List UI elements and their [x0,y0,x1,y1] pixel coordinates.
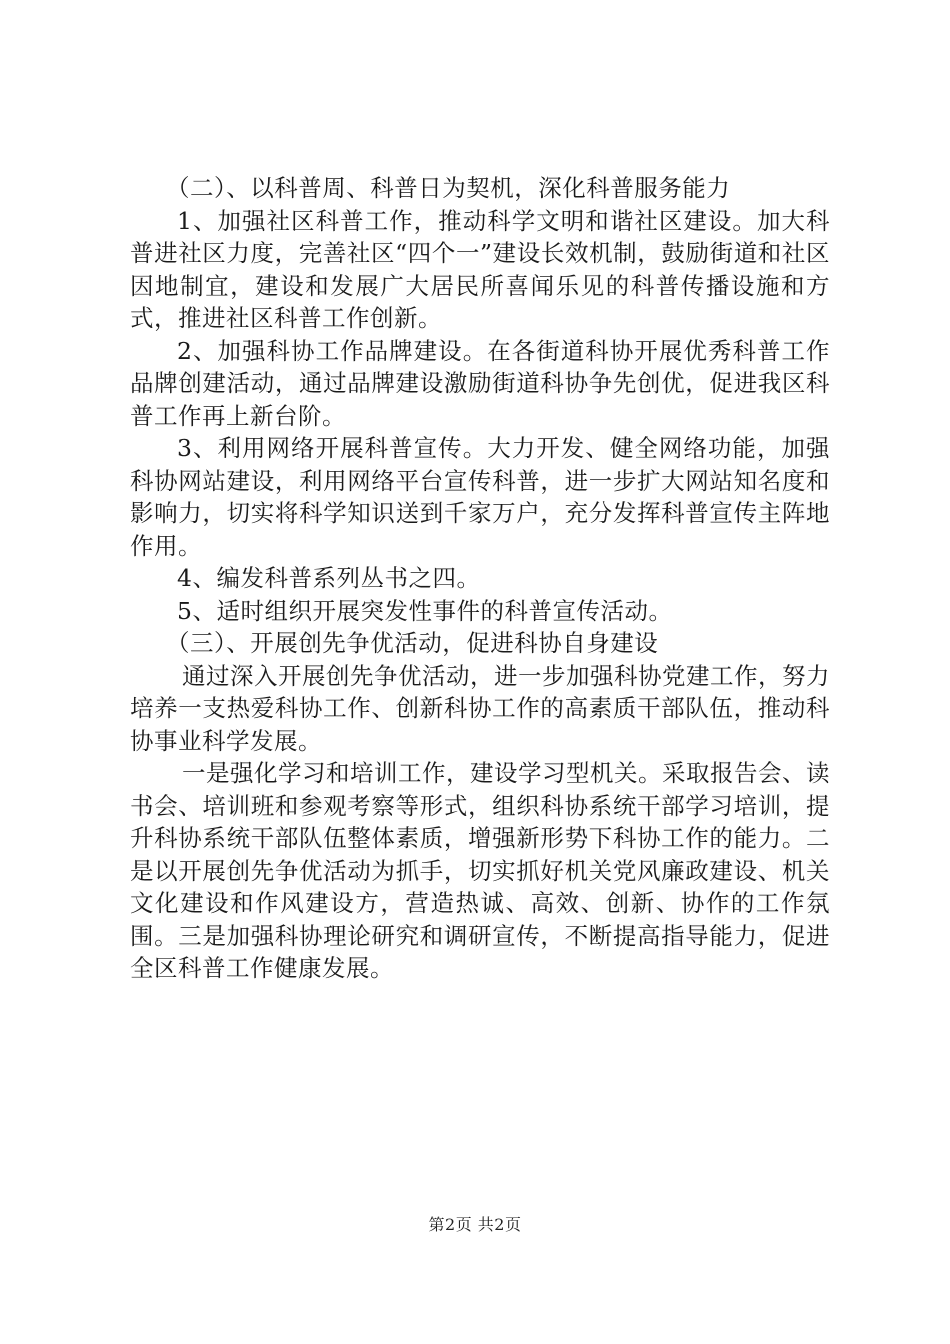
list-item-5: 5、适时组织开展突发性事件的科普宣传活动。 [177,596,673,625]
section-heading-2: （二）、以科普周、科普日为契机，深化科普服务能力 [166,174,731,202]
list-item-2: 2、加强科协工作品牌建设。在各街道科协开展优秀科普工作品牌创建活动，通过品牌建设激励街道科协争先创优，促进我区科普工作再上新台阶。 [130,336,830,430]
list-item-1: 1、加强社区科普工作，推动科学文明和谐社区建设。加大科普进社区力度，完善社区“四个一”建设长效机制，鼓励街道和社区因地制宜，建设和发展广大居民所喜闻乐见的科普传播设施和方式，推进社区科普工作创新。 [130,206,830,332]
list-item-4: 4、编发科普系列丛书之四。 [177,564,481,592]
document-body [130,172,830,985]
list-item-3: 3、利用网络开展科普宣传。大力开发、健全网络功能，加强科协网站建设，利用网络平台宣传科普，进一步扩大网站知名度和影响力，切实将科学知识送到千家万户，充分发挥科普宣传主阵地作用。 [130,434,830,560]
page-number-footer: 第2页 共2页 [428,1215,522,1234]
body-paragraph-1: 通过深入开展创先争优活动，进一步加强科协党建工作，努力培养一支热爱科协工作、创新科协工作的高素质干部队伍，推动科协事业科学发展。 [130,661,830,755]
section-heading-3: （三）、开展创先争优活动，促进科协自身建设 [166,629,659,657]
body-paragraph-2: 一是强化学习和培训工作，建设学习型机关。采取报告会、读书会、培训班和参观考察等形式，组织科协系统干部学习培训，提升科协系统干部队伍整体素质，增强新形势下科协工作的能力。二是以开展创先争优活动为抓手，切实抓好机关党风廉政建设、机关文化建设和作风建设方，营造热诚、高效、创新、协作的工作氛围。三是加强科协理论研究和调研宣传，不断提高指导能力，促进全区科普工作健康发展。 [130,759,830,982]
